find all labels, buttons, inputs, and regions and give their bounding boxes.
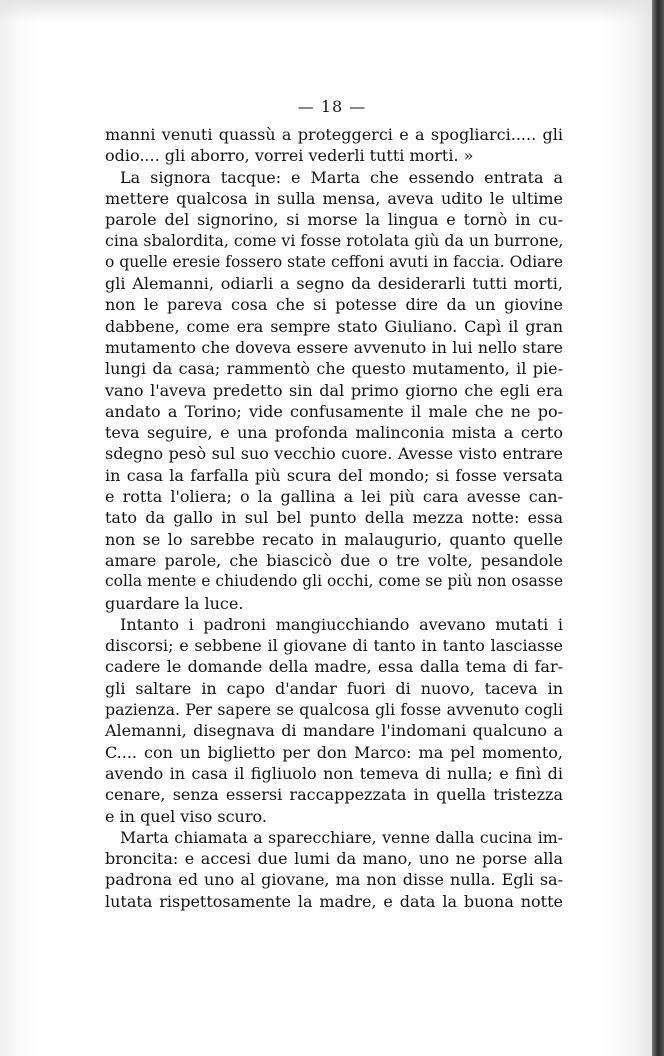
text-line: vano l'aveva predetto sin dal primo giorno che egli era (105, 380, 563, 400)
text-line: amare parole, che biascicò due o tre volte, pesandole (105, 550, 563, 570)
text-line: cina sbalordita, come vi fosse rotolata giù da un burrone, (105, 231, 564, 251)
text-line: cadere le domande della madre, essa dalla tema di far- (105, 657, 563, 677)
text-line: dabbene, come era sempre stato Giuliano. Capì il gran (105, 316, 563, 336)
text-line: mettere qualcosa in sulla mensa, aveva udito le ultime (105, 188, 563, 208)
text-line: cenare, senza essersi raccappezzata in quella tristezza (105, 785, 563, 805)
text-line: in casa la farfalla più scura del mondo; si fosse versata (105, 465, 563, 485)
text-line: manni venuti quassù a proteggerci e a spogliarci..... gli (105, 125, 563, 144)
text-line: broncita: e accesi due lumi da mano, uno ne porse alla (105, 849, 563, 869)
text-line: Marta chiamata a sparecchiare, venne dalla cucina im- (120, 827, 563, 847)
text-line: Alemanni, disegnava di mandare l'indomani qualcuno a (105, 721, 563, 741)
page-top-shadow (0, 0, 664, 22)
text-line: guardare la luce. (105, 593, 244, 613)
text-line: non se lo sarebbe recato in malaugurio, quanto quelle (105, 529, 563, 549)
text-line: andato a Torino; vide confusamente il male che ne po- (105, 401, 563, 421)
text-line: Intanto i padroni mangiucchiando avevano mutati i (120, 614, 563, 634)
text-line: C.... con un biglietto per don Marco: ma pel momento, (105, 742, 563, 762)
text-line: sdegno pesò sul suo vecchio cuore. Avesse visto entrare (105, 444, 563, 464)
text-line: mutamento che doveva essere avvenuto in lui nello stare (105, 337, 563, 357)
text-line: La signora tacque: e Marta che essendo entrata a (120, 167, 563, 187)
page-number: — 18 — (297, 97, 367, 116)
text-line: lutata rispettosamente la madre, e data la buona notte (105, 891, 563, 911)
text-line: e rotta l'oliera; o la gallina a lei più cara avesse can- (105, 487, 563, 507)
text-line: gli saltare in capo d'andar fuori di nuovo, taceva in (105, 678, 563, 698)
text-line: padrona ed uno al giovane, ma non disse nulla. Egli sa- (105, 870, 563, 890)
text-line: odio.... gli aborro, vorrei vederli tutti morti. » (105, 146, 474, 166)
text-line: o quelle eresie fossero state ceffoni avuti in faccia. Odiare (105, 252, 563, 271)
text-line: parole del signorino, si morse la lingua e tornò in cu- (105, 210, 563, 230)
text-line: lungi da casa; rammentò che questo mutamento, il pie- (105, 359, 563, 379)
text-line: tato da gallo in sul bel punto della mezza notte: essa (105, 508, 563, 528)
text-line: teva seguire, e una profonda malinconia mista a certo (105, 423, 563, 443)
text-line: avendo in casa il figliuolo non temeva di nulla; e finì di (105, 763, 563, 783)
body-text (105, 124, 563, 912)
text-line: colla mente e chiudendo gli occhi, come se più non osasse (105, 572, 563, 591)
book-spine-edge (652, 0, 664, 1056)
text-line: pazienza. Per sapere se qualcosa gli fosse avvenuto cogli (105, 700, 563, 720)
text-line: non le pareva cosa che si potesse dire da un giovine (105, 295, 563, 315)
text-line: e in quel viso scuro. (105, 806, 267, 826)
text-line: gli Alemanni, odiarli a segno da desiderarli tutti morti, (105, 274, 563, 294)
text-line: discorsi; e sebbene il giovane di tanto in tanto lasciasse (105, 636, 563, 656)
